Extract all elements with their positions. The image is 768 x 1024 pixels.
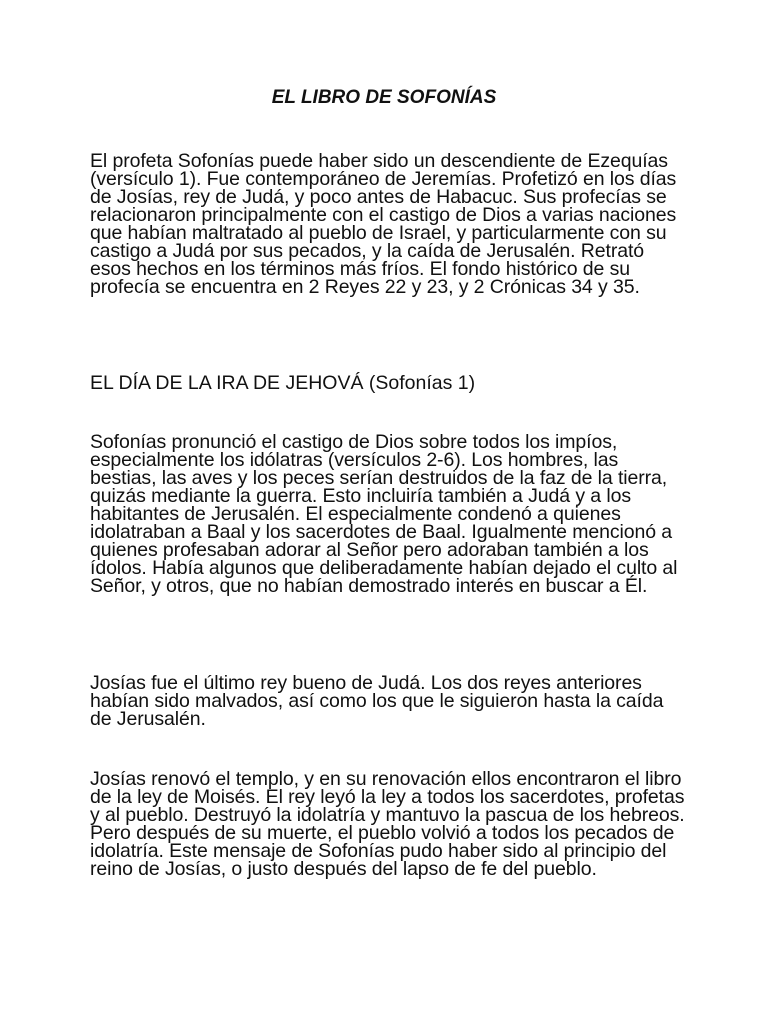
section-heading: EL DÍA DE LA IRA DE JEHOVÁ (Sofonías 1) bbox=[90, 372, 476, 394]
paragraph-josiah-king: Josías fue el último rey bueno de Judá. Los dos reyes anteriores habían sido malvados, así como los que le siguieron hasta la caída de Jerusalén. bbox=[90, 672, 664, 730]
document-title: EL LIBRO DE SOFONÍAS bbox=[271, 87, 497, 108]
paragraph-judgment: Sofonías pronunció el castigo de Dios sobre todos los impíos, especialmente los idólatras (versículos 2-6). Los hombres, las bestias, las aves y los peces serían destruidos de la faz de la tierra, quizás mediante la guerra. Esto incluiría también a Judá y a los habitantes de Jerusalén. El especialmente condenó a quienes idolatraban a Baal y los sacerdotes de Baal. Igualmente mencionó a quienes profesaban adorar al Señor pero adoraban también a los ídolos. Había algunos que deliberadamente habían dejado el culto al Señor, y otros, que no habían demostrado interés en buscar a Él. bbox=[90, 431, 678, 597]
intro-paragraph: El profeta Sofonías puede haber sido un descendiente de Ezequías (versículo 1). Fue contemporáneo de Jeremías. Profetizó en los días de Josías, rey de Judá, y poco antes de Habacuc. Sus profecías se relacionaron principalmente con el castigo de Dios a varias naciones que habían maltratado al pueblo de Israel, y particularmente con su castigo a Judá por sus pecados, y la caída de Jerusalén. Retrató esos hechos en los términos más fríos. El fondo histórico de su profecía se encuentra en 2 Reyes 22 y 23, y 2 Crónicas 34 y 35. bbox=[90, 150, 677, 298]
paragraph-temple-renewal: Josías renovó el templo, y en su renovación ellos encontraron el libro de la ley de Moisés. El rey leyó la ley a todos los sacerdotes, profetas y al pueblo. Destruyó la idolatría y mantuvo la pascua de los hebreos. Pero después de su muerte, el pueblo volvió a todos los pecados de idolatría. Este mensaje de Sofonías pudo haber sido al principio del reino de Josías, o justo después del lapso de fe del pueblo. bbox=[90, 768, 685, 880]
